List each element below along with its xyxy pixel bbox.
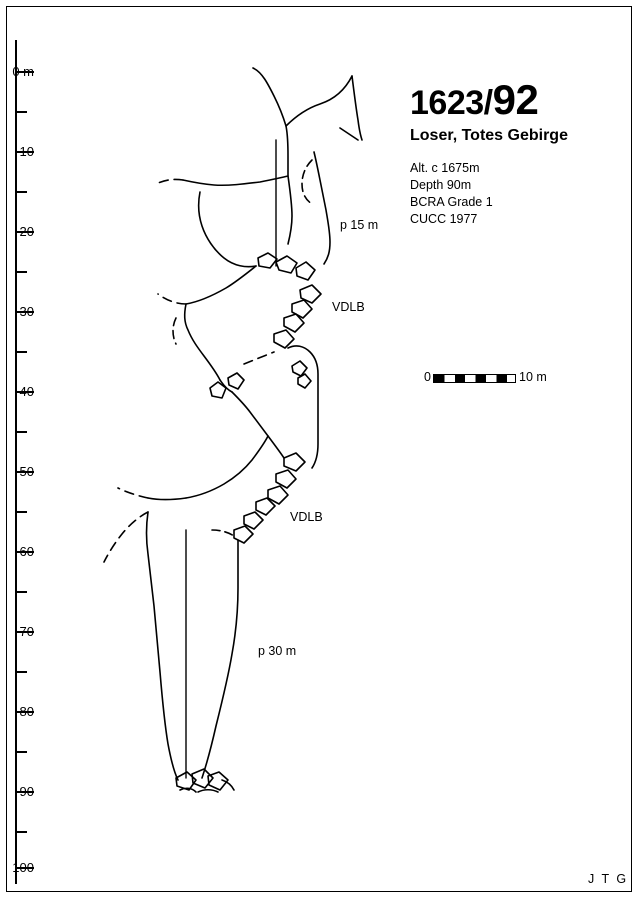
- cave-metadata: [410, 160, 493, 228]
- depth-label: 60: [19, 544, 34, 559]
- meta-altitude: Alt. c 1675m: [410, 161, 480, 175]
- pitch-label-p15: p 15 m: [340, 218, 379, 232]
- scale-bar-end-label: 10 m: [519, 370, 547, 384]
- depth-label: 70: [19, 624, 34, 639]
- cave-number-title: [410, 76, 538, 124]
- cave-number-main: 92: [492, 76, 539, 123]
- cave-location-subtitle: Loser, Totes Gebirge: [410, 127, 568, 144]
- station-label-vdlb-upper: VDLB: [332, 300, 365, 314]
- depth-label: 90: [19, 784, 34, 799]
- depth-label: 10: [19, 144, 34, 159]
- depth-label: 30: [19, 304, 34, 319]
- meta-grade: BCRA Grade 1: [410, 195, 493, 209]
- depth-label: 40: [19, 384, 34, 399]
- depth-label: 50: [19, 464, 34, 479]
- pitch-label-p30: p 30 m: [258, 644, 297, 658]
- depth-label: 20: [19, 224, 34, 239]
- depth-label: 0 m: [12, 64, 34, 79]
- cave-number-prefix: 1623/: [410, 84, 493, 122]
- scale-bar-graphic: [433, 374, 516, 383]
- depth-label: 100: [12, 860, 34, 875]
- meta-depth: Depth 90m: [410, 178, 472, 192]
- station-label-vdlb-lower: VDLB: [290, 510, 323, 524]
- scale-bar: [424, 370, 569, 394]
- drafter-credit: J T G: [588, 872, 629, 886]
- meta-survey-team: CUCC 1977: [410, 212, 478, 226]
- depth-label: 80: [19, 704, 34, 719]
- scale-bar-start-label: 0: [424, 370, 431, 384]
